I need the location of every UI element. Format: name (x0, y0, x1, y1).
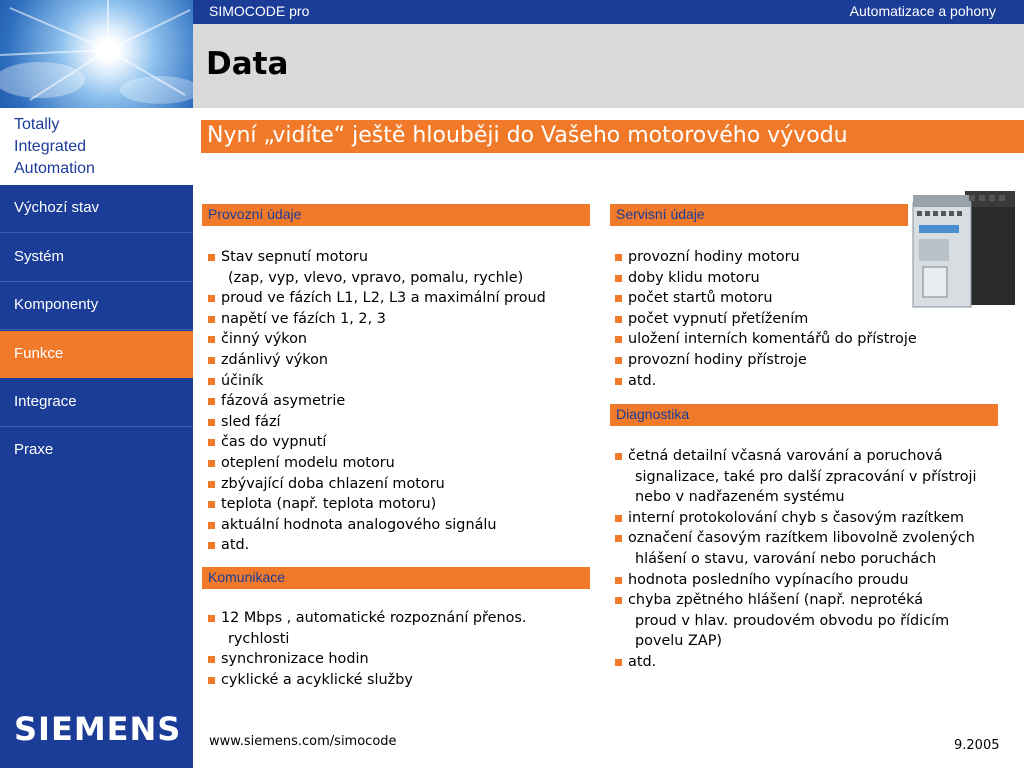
footer-date: 9.2005 (954, 738, 1000, 753)
bullet-icon (615, 378, 622, 385)
list-item: činný výkon (208, 329, 546, 350)
list-item: zbývající doba chlazení motoru (208, 474, 546, 495)
list-item: atd. (615, 652, 977, 673)
list-item: počet vypnutí přetížením (615, 309, 917, 330)
list-item: fázová asymetrie (208, 391, 546, 412)
bullet-icon (208, 481, 215, 488)
bullet-icon (208, 677, 215, 684)
sidebar (0, 185, 193, 768)
page-title: Data (206, 46, 289, 82)
sidebar-item-integrace[interactable]: Integrace (14, 393, 77, 410)
bullet-icon (208, 378, 215, 385)
simocode-device-image (905, 191, 1017, 313)
list-servisni (615, 247, 917, 391)
sidebar-item-funkce[interactable]: Funkce (0, 331, 193, 378)
list-item: hodnota posledního vypínacího proudu (615, 570, 977, 591)
section-title-provozni: Provozní údaje (208, 206, 302, 222)
sidebar-divider (0, 329, 193, 330)
bullet-icon (615, 316, 622, 323)
section-header-diagnostika (610, 404, 998, 426)
list-item: synchronizace hodin (208, 649, 526, 670)
list-item: provozní hodiny přístroje (615, 350, 917, 371)
list-item: 12 Mbps , automatické rozpoznání přenos. rychlosti (208, 608, 526, 649)
list-item: atd. (208, 535, 546, 556)
title-bar (193, 24, 1024, 108)
list-item: sled fází (208, 412, 546, 433)
sidebar-divider (0, 232, 193, 233)
list-item: cyklické a acyklické služby (208, 670, 526, 691)
bullet-icon (208, 419, 215, 426)
bullet-icon (208, 336, 215, 343)
list-item: aktuální hodnota analogového signálu (208, 515, 546, 536)
bullet-icon (615, 336, 622, 343)
bullet-icon (615, 577, 622, 584)
list-item: atd. (615, 371, 917, 392)
siemens-logo: SIEMENS (14, 710, 182, 748)
list-item: oteplení modelu motoru (208, 453, 546, 474)
bullet-icon (208, 357, 215, 364)
bullet-icon (615, 275, 622, 282)
list-komunikace (208, 608, 526, 690)
list-item: chyba zpětného hlášení (např. neprotéká proud v hlav. proudovém obvodu po řídicím povelu ZAP) (615, 590, 977, 652)
sidebar-item-komponenty[interactable]: Komponenty (14, 296, 99, 313)
tia-slogan (14, 114, 189, 180)
footer-url-link[interactable]: www.siemens.com/simocode (209, 734, 397, 749)
section-title-diagnostika: Diagnostika (616, 406, 690, 422)
section-title-servisni: Servisní údaje (616, 206, 705, 222)
sun-rays-image (0, 0, 193, 108)
list-item: čas do vypnutí (208, 432, 546, 453)
tia-line-2: Integrated (14, 138, 87, 155)
bullet-icon (208, 501, 215, 508)
sidebar-item-vychozi-stav[interactable]: Výchozí stav (14, 199, 100, 216)
sky-header-image (0, 0, 193, 108)
list-item: označení časovým razítkem libovolně zvolených hlášení o stavu, varování nebo poruchách (615, 528, 977, 569)
bullet-icon (615, 295, 622, 302)
product-name: SIMOCODE pro (209, 3, 310, 19)
bullet-icon (615, 515, 622, 522)
tia-line-1: Totally (14, 116, 60, 133)
sidebar-item-system[interactable]: Systém (14, 248, 65, 265)
bullet-icon (208, 522, 215, 529)
bullet-icon (615, 535, 622, 542)
bullet-icon (615, 254, 622, 261)
list-item: provozní hodiny motoru (615, 247, 917, 268)
section-header-komunikace (202, 567, 590, 589)
list-item: četná detailní včasná varování a poruchová signalizace, také pro další zpracování v přístroji nebo v nadřazeném systému (615, 446, 977, 508)
section-header-provozni (202, 204, 590, 226)
section-header-servisni (610, 204, 908, 226)
list-item: účiník (208, 371, 546, 392)
bullet-icon (208, 254, 215, 261)
bullet-icon (208, 295, 215, 302)
list-diagnostika (615, 446, 977, 673)
list-item: interní protokolování chyb s časovým razítkem (615, 508, 977, 529)
sidebar-item-praxe[interactable]: Praxe (14, 441, 54, 458)
list-item: počet startů motoru (615, 288, 917, 309)
bullet-icon (208, 460, 215, 467)
bullet-icon (615, 453, 622, 460)
bullet-icon (615, 357, 622, 364)
bullet-icon (208, 542, 215, 549)
list-item: teplota (např. teplota motoru) (208, 494, 546, 515)
division-name: Automatizace a pohony (849, 3, 996, 19)
bullet-icon (208, 656, 215, 663)
tia-line-3: Automation (14, 160, 95, 177)
bullet-icon (615, 659, 622, 666)
bullet-icon (615, 597, 622, 604)
bullet-icon (208, 316, 215, 323)
list-item: uložení interních komentářů do přístroje (615, 329, 917, 350)
list-item: napětí ve fázích 1, 2, 3 (208, 309, 546, 330)
list-provozni (208, 247, 546, 556)
list-item: zdánlivý výkon (208, 350, 546, 371)
bullet-icon (208, 615, 215, 622)
list-item: Stav sepnutí motoru (zap, vyp, vlevo, vpravo, pomalu, rychle) (208, 247, 546, 288)
section-title-komunikace: Komunikace (208, 569, 286, 585)
list-item: proud ve fázích L1, L2, L3 a maximální proud (208, 288, 546, 309)
list-item: doby klidu motoru (615, 268, 917, 289)
subtitle: Nyní „vidíte“ ještě hlouběji do Vašeho motorového vývodu (207, 123, 848, 148)
bullet-icon (208, 439, 215, 446)
bullet-icon (208, 398, 215, 405)
